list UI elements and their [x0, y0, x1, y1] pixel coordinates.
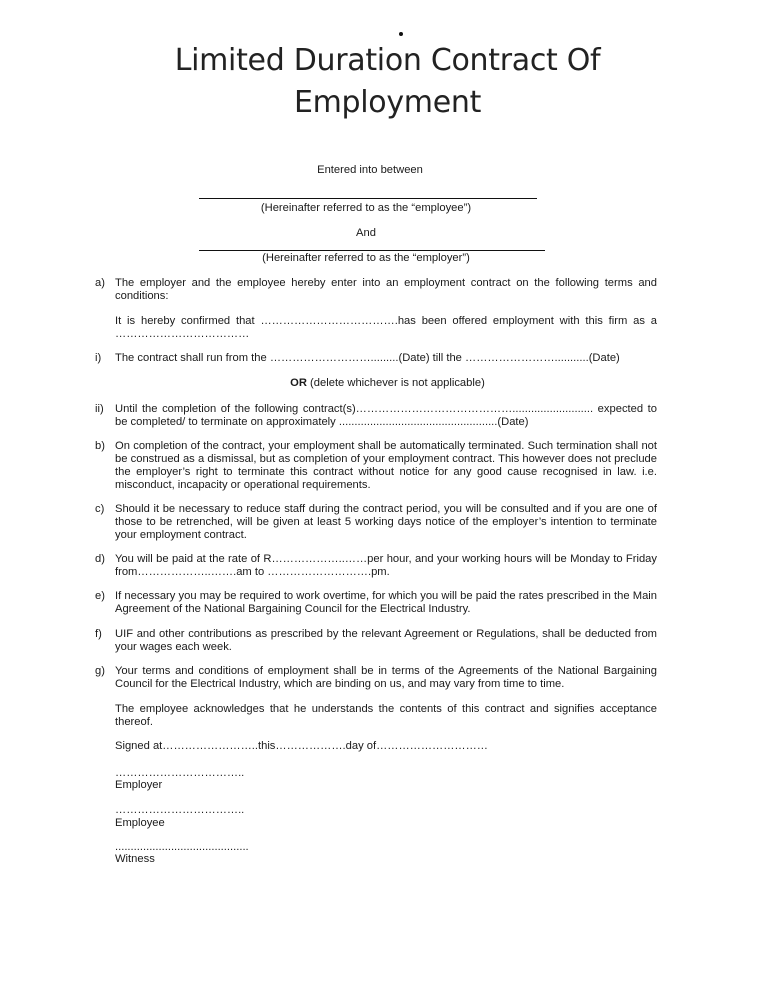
witness-signature-line: ...........................................	[115, 841, 249, 853]
witness-signature-label: Witness	[115, 853, 155, 865]
or-note: (delete whichever is not applicable)	[306, 377, 485, 389]
clause-ii	[95, 403, 657, 429]
employer-name-line	[199, 250, 545, 251]
clause-text: You will be paid at the rate of R………………..……per hour, and your working hours will be Monday to Friday from………………..…….am to ……………………….pm.	[115, 553, 657, 578]
clause-text: The contract shall run from the ……………………….........(Date) till the ……………………...........(Date)	[115, 352, 620, 364]
clause-i	[95, 352, 657, 365]
clause-label: b)	[95, 440, 105, 452]
employer-reference: (Hereinafter referred to as the “employer”)	[262, 252, 470, 264]
clause-text: If necessary you may be required to work overtime, for which you will be paid the rates prescribed in the Main Agreement of the National Bargaining Council for the Electrical Industry.	[115, 590, 657, 615]
or-bold: OR	[290, 377, 307, 389]
signed-at-line: Signed at……………………..this……………….day of…………………………	[115, 740, 488, 752]
clause-b	[95, 440, 657, 492]
stray-mark	[399, 32, 403, 36]
clause-d	[95, 553, 657, 579]
employee-name-line	[199, 198, 537, 199]
clause-label: e)	[95, 590, 105, 602]
clause-label: c)	[95, 503, 105, 515]
employee-reference: (Hereinafter referred to as the “employee”)	[260, 202, 472, 214]
clause-text: The employer and the employee hereby enter into an employment contract on the following terms and conditions:	[115, 277, 657, 302]
clause-label: ii)	[95, 403, 104, 415]
clause-text: Your terms and conditions of employment shall be in terms of the Agreements of the National Bargaining Council for the Electrical Industry, which are binding on us, and may vary from time to time.	[115, 665, 657, 690]
employer-signature-label: Employer	[115, 779, 163, 791]
clause-text: On completion of the contract, your employment shall be automatically terminated. Such termination shall not be construed as a dismissal, but as completion of your employment contract. This however does not preclude the employer’s right to terminate this contract without notice for any good cause recognised in law. i.e. misconduct, incapacity or operational requirements.	[115, 440, 657, 491]
clause-label: d)	[95, 553, 105, 565]
clause-text: UIF and other contributions as prescribed by the relevant Agreement or Regulations, shall be deducted from your wages each week.	[115, 628, 657, 653]
employee-signature-label: Employee	[115, 817, 165, 829]
clause-f	[95, 628, 657, 654]
or-instruction	[0, 377, 775, 390]
document-title	[0, 40, 775, 124]
title-line-2: Employment	[293, 85, 482, 120]
acknowledgement-paragraph: The employee acknowledges that he understands the contents of this contract and signifies acceptance thereof.	[115, 703, 657, 728]
title-line-1: Limited Duration Contract Of	[174, 43, 601, 78]
and-label: And	[356, 227, 376, 239]
clause-text: Should it be necessary to reduce staff during the contract period, you will be consulted and if you are one of those to be retrenched, will be given at least 5 working days notice of the employer’s intention to terminate your employment contract.	[115, 503, 657, 541]
clause-label: a)	[95, 277, 105, 289]
entered-into-label: Entered into between	[317, 164, 423, 176]
clause-g	[95, 665, 657, 691]
clause-label: i)	[95, 352, 102, 364]
clause-c	[95, 503, 657, 542]
employee-signature-line: ……………………………..	[115, 804, 245, 816]
clause-e	[95, 590, 657, 616]
confirmation-paragraph: It is hereby confirmed that ……………………………….has been offered employment with this firm as a ………………………………	[115, 315, 657, 340]
employer-signature-line: ……………………………..	[115, 767, 245, 779]
clause-text: Until the completion of the following contract(s)…………………………………….......................... expected to be completed/ to terminate on approximately ...................................................(Date)	[115, 403, 657, 428]
clause-a	[95, 277, 657, 303]
clause-label: g)	[95, 665, 105, 677]
clause-label: f)	[95, 628, 102, 640]
